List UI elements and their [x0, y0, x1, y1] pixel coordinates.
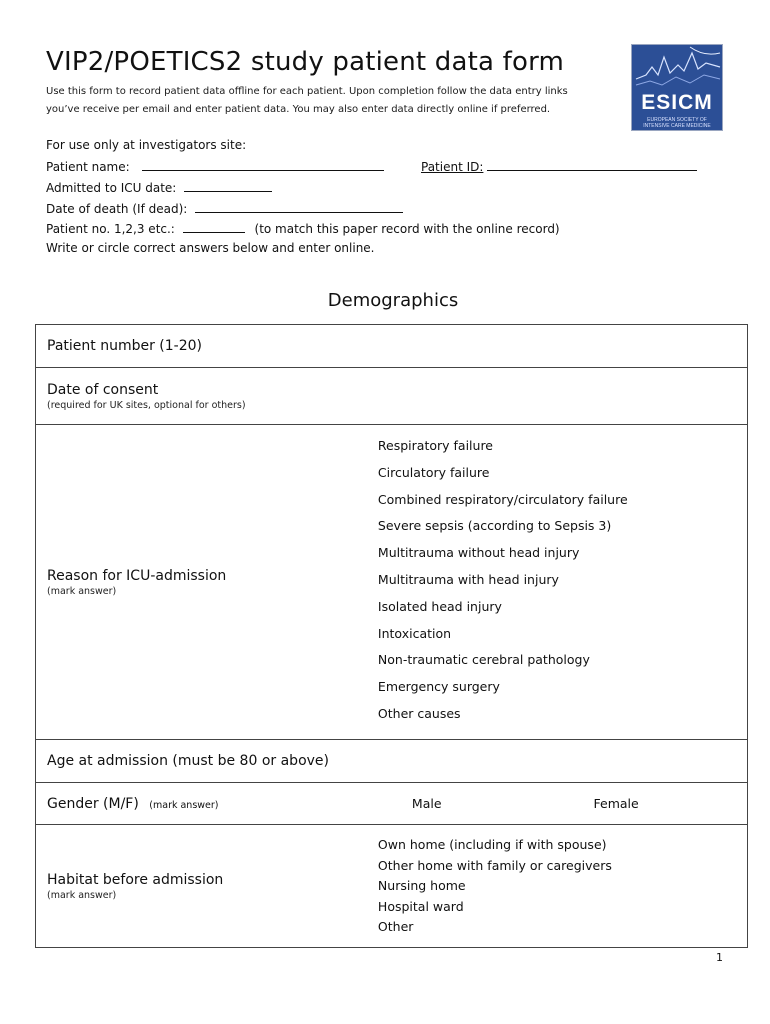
reason-note: (mark answer)	[47, 585, 117, 597]
gender-option-male[interactable]: Male	[411, 796, 442, 811]
age-label: Age at admission (must be 80 or above)	[36, 740, 748, 783]
demographics-table	[35, 324, 748, 948]
reason-option[interactable]: Combined respiratory/circulatory failure	[377, 491, 628, 507]
section-title-text: Demographics	[327, 290, 459, 311]
consent-cell[interactable]	[36, 368, 748, 425]
esicm-logo	[631, 44, 723, 131]
reason-row	[36, 425, 748, 740]
reason-option[interactable]: Intoxication	[377, 625, 452, 641]
patient-no-row	[46, 220, 560, 236]
habitat-option[interactable]: Own home (including if with spouse)	[377, 837, 607, 853]
death-row	[46, 200, 403, 216]
gender-row	[36, 783, 748, 825]
habitat-row	[36, 825, 748, 948]
patient-name-row	[46, 158, 384, 174]
patient-id-field[interactable]	[487, 158, 697, 171]
age-row	[36, 740, 748, 783]
site-info-heading: For use only at investigators site:	[46, 138, 247, 152]
patient-id-row	[421, 158, 697, 174]
reason-option[interactable]: Circulatory failure	[377, 464, 490, 480]
reason-option[interactable]: Isolated head injury	[377, 598, 502, 614]
reason-option[interactable]: Emergency surgery	[377, 679, 500, 695]
patient-no-field[interactable]	[183, 220, 245, 233]
patient-no-note: (to match this paper record with the online record)	[254, 222, 560, 236]
patient-no-label: Patient no. 1,2,3 etc.:	[46, 222, 175, 236]
reason-option[interactable]: Multitrauma without head injury	[377, 545, 580, 561]
reason-label-cell	[36, 425, 365, 740]
habitat-label: Habitat before admission	[47, 871, 224, 888]
gender-note: (mark answer)	[149, 799, 219, 811]
intro-text-line-1: Use this form to record patient data offline for each patient. Upon completion follow the data entry links	[46, 86, 568, 97]
reason-option[interactable]: Respiratory failure	[377, 438, 493, 453]
patient-name-label: Patient name:	[46, 160, 130, 174]
reason-option[interactable]: Severe sepsis (according to Sepsis 3)	[377, 518, 612, 534]
gender-label-cell	[36, 783, 365, 825]
section-title	[0, 290, 770, 311]
instruction-text: Write or circle correct answers below and enter online.	[46, 241, 375, 255]
form-title: VIP2/POETICS2 study patient data form	[46, 47, 565, 77]
habitat-option[interactable]: Hospital ward	[377, 898, 464, 914]
death-label: Date of death (If dead):	[46, 202, 188, 216]
heartbeat-icon	[632, 45, 723, 95]
reason-label: Reason for ICU-admission	[47, 567, 227, 584]
page-number: 1	[716, 951, 723, 964]
consent-note: (required for UK sites, optional for others)	[47, 399, 246, 411]
habitat-option[interactable]: Other home with family or caregivers	[377, 857, 612, 873]
intro-text-line-2: you’ve receive per email and enter patient data. You may also enter data directly online if preferred.	[46, 104, 551, 115]
patient-id-label: Patient ID:	[421, 160, 484, 174]
patient-name-field[interactable]	[142, 158, 384, 171]
patient-number-label: Patient number (1-20)	[36, 325, 748, 368]
gender-option-female[interactable]: Female	[593, 796, 639, 811]
admitted-row	[46, 179, 272, 195]
logo-wordmark: ESICM	[641, 91, 713, 114]
reason-options	[365, 425, 748, 740]
habitat-option[interactable]: Nursing home	[377, 878, 466, 894]
reason-option[interactable]: Other causes	[377, 705, 461, 721]
reason-option[interactable]: Multitrauma with head injury	[377, 571, 559, 587]
consent-label: Date of consent	[47, 381, 159, 398]
habitat-note: (mark answer)	[47, 889, 117, 901]
habitat-option[interactable]: Other	[377, 919, 414, 935]
reason-option[interactable]: Non-traumatic cerebral pathology	[377, 652, 590, 668]
death-date-field[interactable]	[195, 200, 403, 213]
admitted-date-field[interactable]	[184, 179, 272, 192]
patient-number-row	[36, 325, 748, 368]
admitted-label: Admitted to ICU date:	[46, 181, 177, 195]
habitat-options	[365, 825, 748, 948]
gender-label: Gender (M/F)	[47, 795, 139, 812]
gender-options	[365, 783, 748, 825]
consent-row	[36, 368, 748, 425]
habitat-label-cell	[36, 825, 365, 948]
logo-subtitle: EUROPEAN SOCIETY OF INTENSIVE CARE MEDICINE	[643, 117, 711, 129]
